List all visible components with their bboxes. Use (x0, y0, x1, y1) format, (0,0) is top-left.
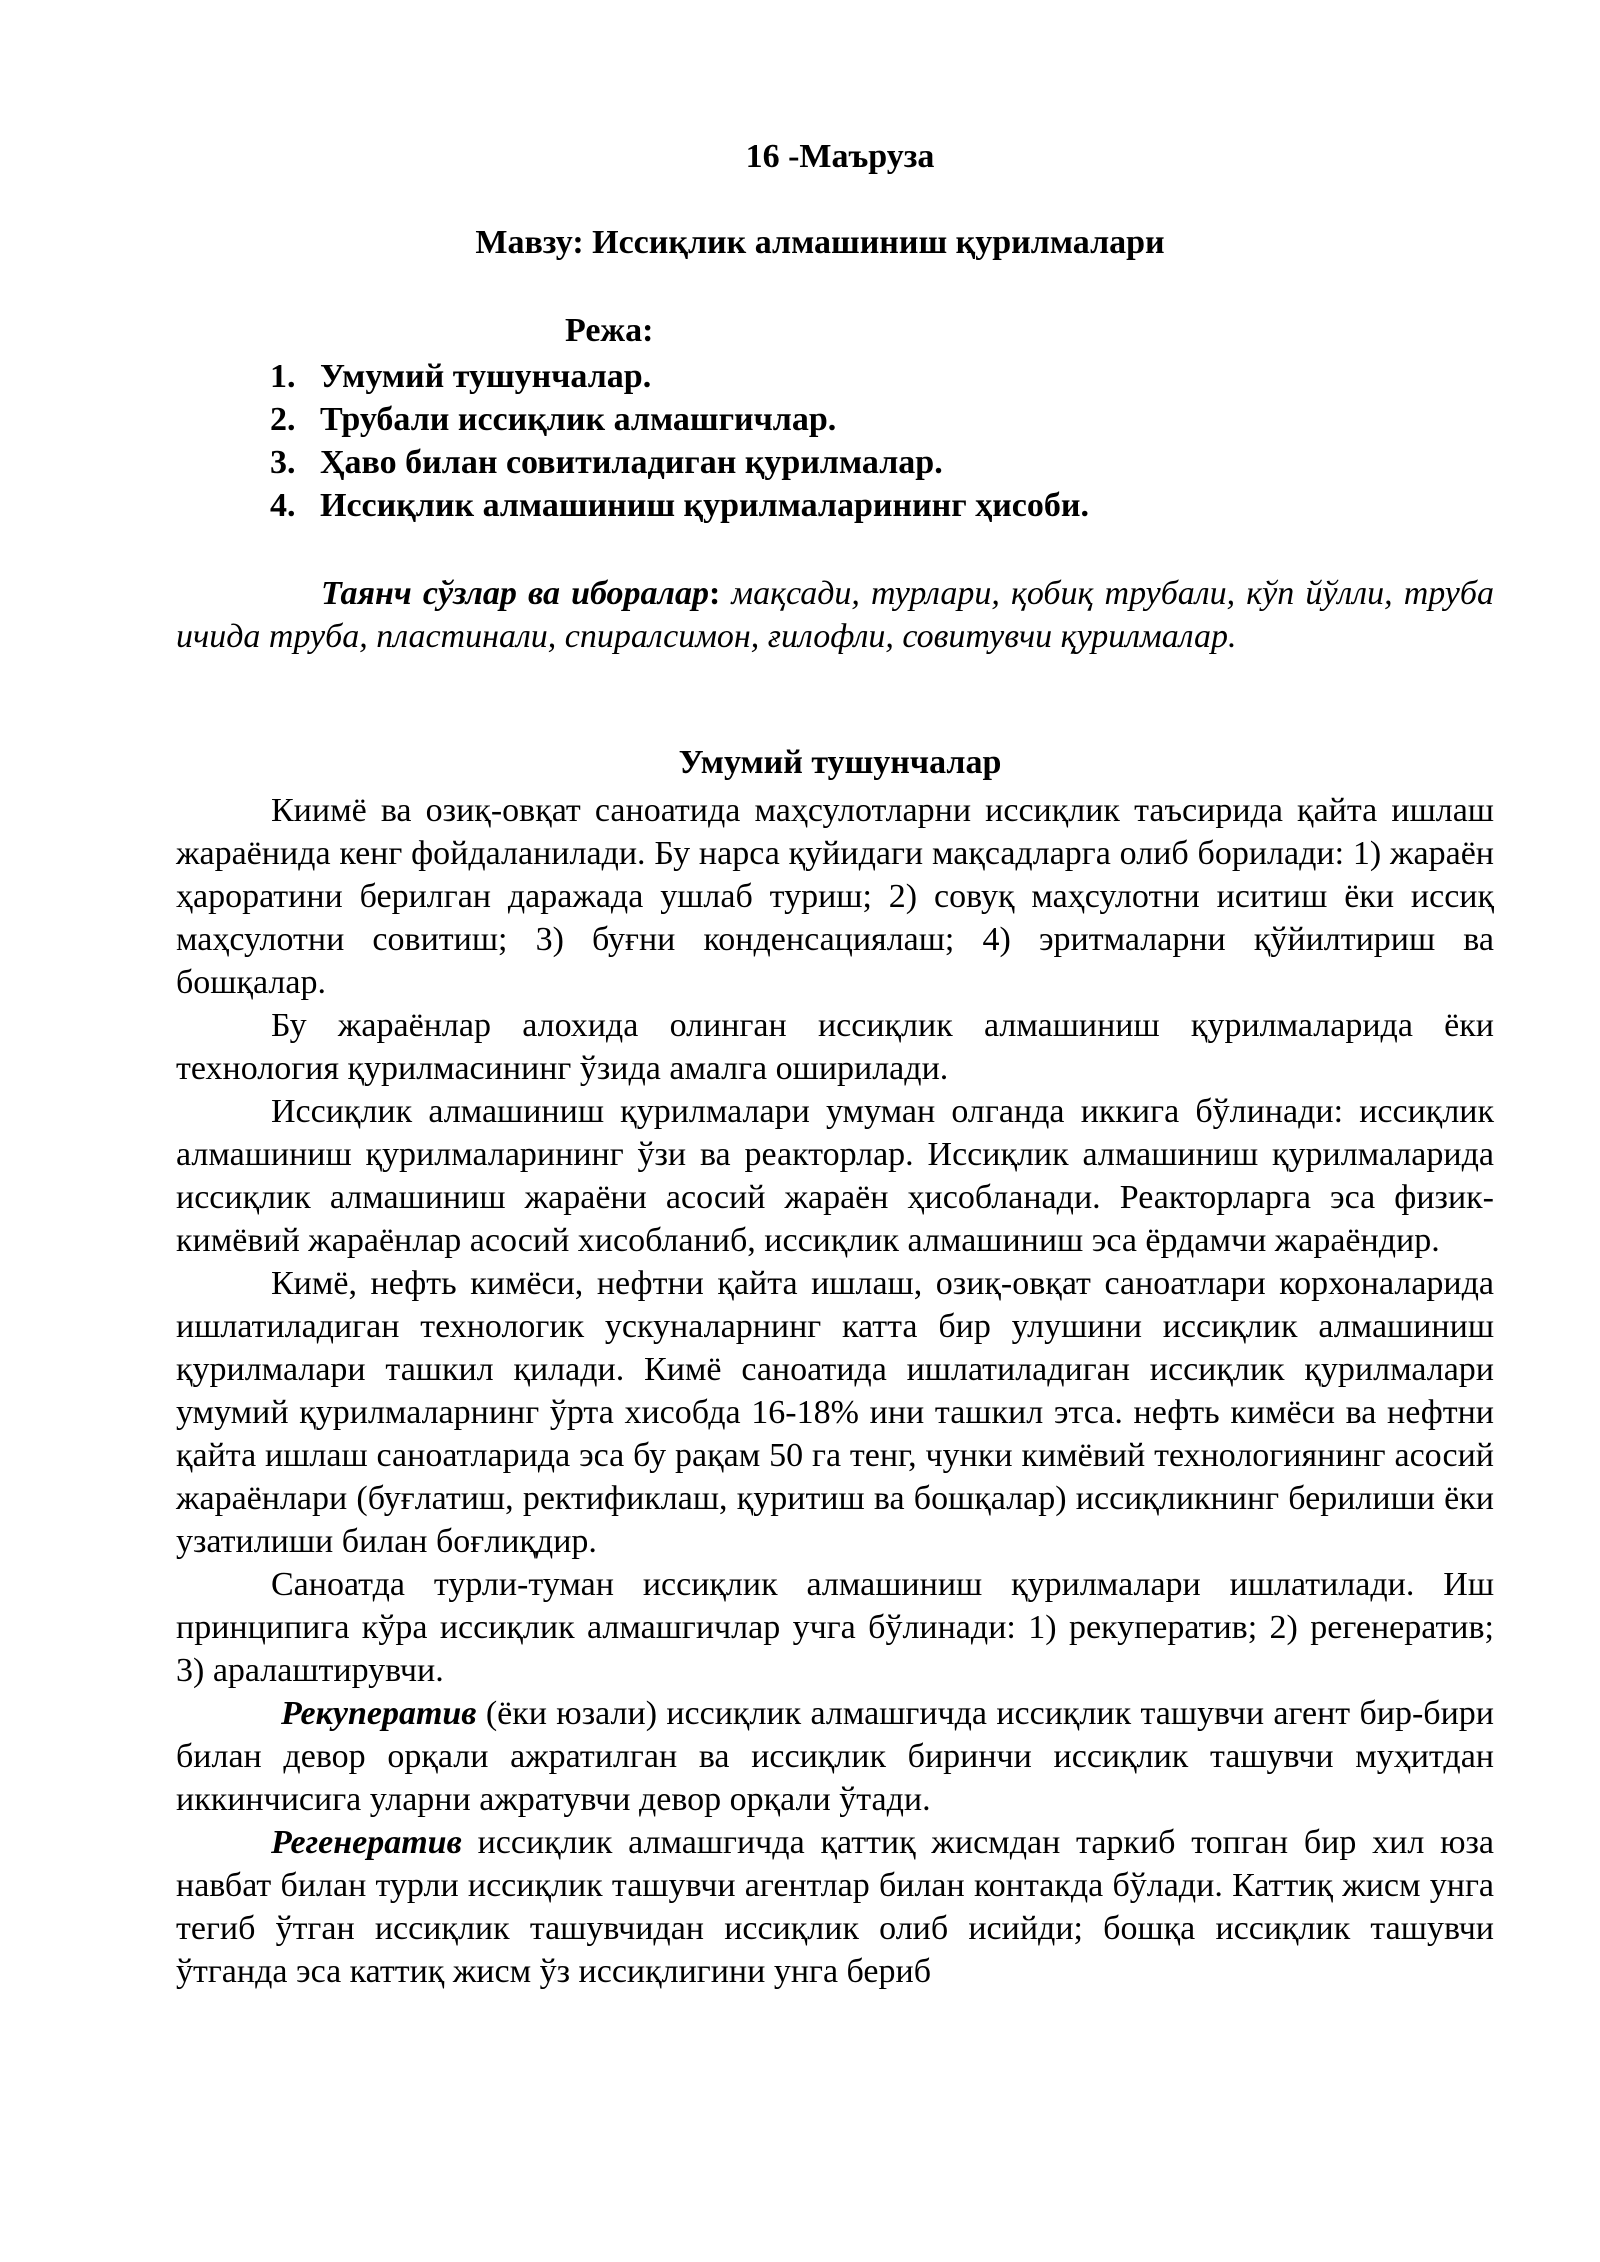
plan-item-text: Умумий тушунчалар. (320, 358, 652, 395)
main-text (176, 789, 1494, 1993)
body-paragraph: Кимё, нефть кимёси, нефтни қайта ишлаш, озиқ-овқат саноатлари корхоналарида ишлатиладиган технологик ускуналарнинг катта бир улушини иссиқлик алмашиниш қурилмалари ташкил қилади. Кимё саноатида ишлатиладиган иссиқлик қурилмалари умумий қурилмаларнинг ўрта хисобда 16-18% ини ташкил этса. нефть кимёси ва нефтни қайта ишлаш саноатларида эса бу рақам 50 га тенг, чунки кимёвий технологиянинг асосий жараёнлари (буғлатиш, ректификлаш, қуритиш ва бошқалар) иссиқликнинг берилиши ёки узатилиши билан боғлиқдир. (176, 1265, 1494, 1560)
body-paragraph: Иссиқлик алмашиниш қурилмалари умуман олганда иккига бўлинади: иссиқлик алмашиниш қурилмаларининг ўзи ва реакторлар. Иссиқлик алмашиниш қурилмаларида иссиқлик алмашиниш жараёни асосий жараён ҳисобланади. Реакторларга эса физик-кимёвий жараёнлар асосий хисобланиб, иссиқлик алмашиниш эса ёрдамчи жараёндир. (176, 1093, 1494, 1259)
plan-item (270, 398, 1089, 441)
body-paragraph: Бу жараёнлар алохида олинган иссиқлик алмашиниш қурилмаларида ёки технология қурилмасининг ўзида амалга оширилади. (176, 1007, 1494, 1087)
regenerative-text: иссиқлик алмашгичда қаттиқ жисмдан таркиб топган бир хил юза навбат билан турли иссиқлик ташувчи агентлар билан контакда бўлади. Каттиқ жисм унга тегиб ўтган иссиқлик ташувчидан иссиқлик олиб исийди; бошқа иссиқлик ташувчи ўтганда эса каттиқ жисм ўз иссиқлигини унга бериб (176, 1824, 1494, 1990)
regenerative-term: Регенератив (271, 1824, 462, 1861)
recuperative-term: Рекуператив (281, 1695, 477, 1732)
plan-item (270, 484, 1089, 527)
plan-item-number: 2. (270, 401, 296, 438)
plan-item (270, 441, 1089, 484)
plan-item-text: Ҳаво билан совитиладиган қурилмалар. (320, 444, 943, 481)
body-paragraph: Киимё ва озиқ-овқат саноатида маҳсулотларни иссиқлик таъсирида қайта ишлаш жараёнида кенг фойдаланилади. Бу нарса қуйидаги мақсадларга олиб борилади: 1) жараён ҳароратини берилган даражада ушлаб туриш; 2) совуқ маҳсулотни иситиш ёки иссиқ маҳсулотни совитиш; 3) буғни конденсациялаш; 4) эритмаларни қўйилтириш ва бошқалар. (176, 792, 1494, 1001)
keywords-label: Таянч сўзлар ва иборалар (321, 575, 709, 612)
section-heading: Умумий тушунчалар (678, 744, 1002, 781)
recuperative-text: (ёки юзали) иссиқлик алмашгичда иссиқлик ташувчи агент бир-бири билан девор орқали ажратилган ва иссиқлик биринчи иссиқлик ташувчи муҳитдан иккинчисига уларни ажратувчи девор орқали ўтади. (176, 1695, 1494, 1818)
plan-heading: Режа: (565, 312, 654, 349)
regenerative-paragraph (176, 1821, 1494, 1993)
plan-list (270, 355, 1089, 527)
lecture-number: 16 -Маъруза (745, 138, 935, 175)
body-paragraph: Саноатда турли-туман иссиқлик алмашиниш қурилмалари ишлатилади. Иш принципига кўра иссиқлик алмашгичлар учга бўлинади: 1) рекуператив; 2) регенератив; 3) аралаштирувчи. (176, 1566, 1494, 1689)
plan-item-number: 4. (270, 487, 296, 524)
keywords-colon: : (708, 575, 721, 612)
plan-item-number: 3. (270, 444, 296, 481)
keywords-block (176, 572, 1494, 658)
recuperative-paragraph (176, 1692, 1494, 1821)
keywords-paragraph (176, 572, 1494, 658)
keywords-text: мақсади, турлари, қобиқ трубали, кўп йўлли, труба ичида труба, пластинали, спиралсимон, ғилофли, совитувчи қурилмалар. (176, 575, 1494, 655)
plan-item-number: 1. (270, 358, 296, 395)
plan-item-text: Иссиқлик алмашиниш қурилмаларининг ҳисоби. (320, 487, 1089, 524)
plan-item (270, 355, 1089, 398)
lecture-subject: Мавзу: Иссиқлик алмашиниш қурилмалари (475, 224, 1165, 261)
plan-item-text: Трубали иссиқлик алмашгичлар. (320, 401, 837, 438)
